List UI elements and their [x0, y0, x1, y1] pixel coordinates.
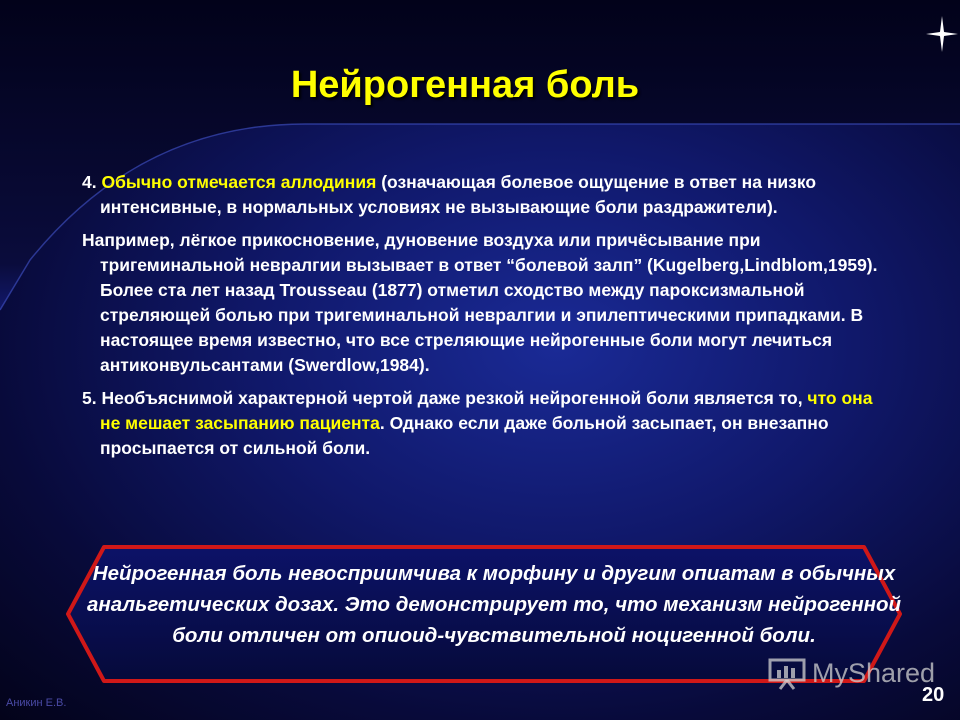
page-number: 20: [922, 684, 945, 706]
example-paragraph: Например, лёгкое прикосновение, дуновение воздуха или причёсывание при тригеминальной невралгии вызывает в ответ “болевой залп” (Kugelberg,Lindblom,1959). Более ста лет назад Trousseau (1877) отметил сходство между пароксизмальной стреляющей болью при тригеминальной невралгии и эпилептическими припадками. В настоящее время известно, что все стреляющие нейрогенные боли могут лечиться антиконвульсантами (Swerdlow,1984).: [82, 230, 878, 375]
item-4-rest: (означающая болевое ощущение в ответ на низко интенсивные, в нормальных условиях не вызывающие боли раздражители).: [100, 172, 817, 217]
slide-body: [82, 170, 897, 469]
presentation-icon: [768, 656, 806, 690]
item-5-part2: . Однако если даже больной засыпает, он внезапно просыпается от сильной боли.: [100, 413, 829, 458]
watermark-text: MyShared: [812, 657, 936, 688]
callout-text: Нейрогенная боль невосприимчива к морфину и другим опиатам в обычных анальгетических дозах. Это демонстрирует то, что механизм нейрогенной боли отличен от опиоид-чувствительной ноцигенной боли.: [86, 562, 901, 647]
item-4-highlight: Обычно отмечается аллодиния: [101, 172, 377, 192]
star-icon: [926, 16, 958, 52]
item-4: [82, 170, 897, 220]
author-label: Аникин Е.В.: [6, 697, 67, 709]
watermark: [768, 656, 935, 690]
item-5-part1: 5. Необъяснимой характерной чертой даже резкой нейрогенной боли является то,: [82, 388, 808, 408]
slide-title: Нейрогенная боль: [290, 64, 640, 106]
item-5: [82, 386, 897, 461]
item-4-prefix: 4.: [82, 172, 102, 192]
item-5-highlight: что она не мешает засыпанию пациента: [100, 388, 873, 433]
